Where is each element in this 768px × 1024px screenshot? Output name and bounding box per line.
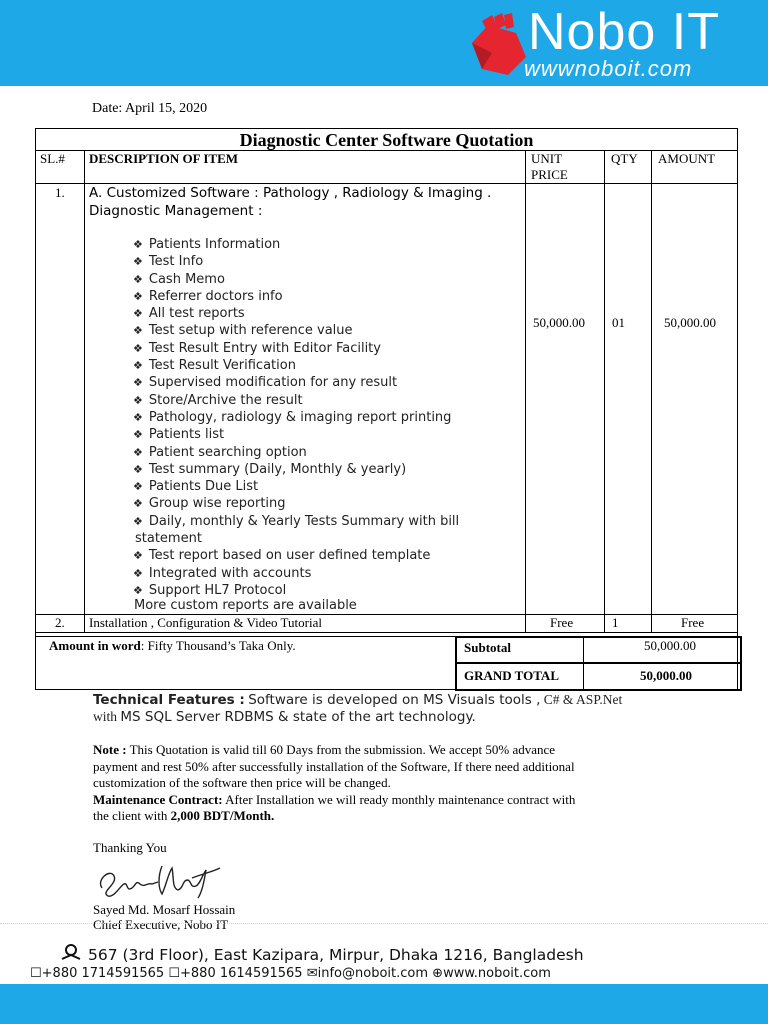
header-unit-price-line2: PRICE (531, 167, 568, 182)
grand-total-value: 50,000.00 (640, 668, 692, 683)
list-item: ❖ Test Info (133, 254, 204, 270)
signature (92, 858, 228, 902)
hand-cursor-icon (468, 13, 530, 77)
list-item: ❖ Supervised modification for any result (133, 375, 398, 391)
list-item: ❖ Cash Memo (133, 271, 225, 287)
header-description: DESCRIPTION OF ITEM (89, 151, 239, 166)
header-qty: QTY (611, 151, 638, 166)
diamond-bullet-icon: ❖ (133, 376, 143, 390)
list-item: ❖ Referrer doctors info (133, 288, 283, 304)
diamond-bullet-icon: ❖ (133, 238, 143, 251)
diamond-bullet-icon: ❖ (133, 549, 143, 563)
more-reports-note: More custom reports are available (134, 598, 357, 613)
footer-bar (0, 984, 768, 1024)
list-item: ❖ Integrated with accounts (133, 565, 312, 581)
diamond-bullet-icon: ❖ (133, 462, 143, 476)
diamond-bullet-icon: ❖ (133, 393, 143, 407)
table-rule (35, 632, 738, 633)
diamond-bullet-icon: ❖ (133, 514, 143, 528)
diamond-bullet-icon: ❖ (133, 428, 143, 442)
item1-amount: 50,000.00 (664, 315, 716, 330)
email-icon: ✉ (306, 966, 318, 981)
list-item: ❖ Patients Due List (133, 479, 259, 495)
item2-amount: Free (681, 615, 705, 630)
brand-url: wwwnoboit.com (524, 56, 693, 81)
list-item: ❖ Group wise reporting (133, 496, 286, 512)
signer-block (93, 902, 235, 932)
list-item: ❖ Pathology, radiology & imaging report printing (133, 409, 452, 425)
table-col-rule (604, 150, 605, 632)
totals-col-rule (583, 636, 584, 691)
item1-title: A. Customized Software : Pathology , Radiology & Imaging . (89, 185, 492, 201)
amount-in-word: Amount in word: Fifty Thousand’s Taka Only. (49, 638, 296, 653)
diamond-bullet-icon: ❖ (133, 272, 143, 286)
diamond-bullet-icon: ❖ (133, 307, 143, 321)
diamond-bullet-icon: ❖ (133, 480, 143, 494)
table-col-rule (84, 150, 85, 632)
technical-features: Technical Features : Software is developed on MS Visuals tools , C# & ASP.Net (93, 692, 623, 708)
closing-text: Thanking You (93, 840, 167, 855)
grand-total-label: GRAND TOTAL (464, 668, 559, 683)
list-item: ❖ Patient searching option (133, 444, 307, 460)
list-item: ❖ Test summary (Daily, Monthly & yearly) (133, 461, 407, 477)
diamond-bullet-icon: ❖ (133, 341, 143, 355)
item2-unit-price: Free (550, 615, 574, 630)
list-item: ❖ Patients Information (133, 237, 281, 252)
diamond-bullet-icon: ❖ (133, 566, 143, 580)
signer-title: Chief Executive, Nobo IT (93, 917, 229, 932)
signature-scribble (92, 858, 228, 902)
subtotal-value: 50,000.00 (644, 638, 696, 653)
list-item-continuation: statement (135, 531, 202, 547)
diamond-bullet-icon: ❖ (133, 583, 143, 597)
table-col-rule (525, 150, 526, 632)
diamond-bullet-icon: ❖ (133, 445, 143, 459)
list-item: ❖ Patients list (133, 427, 225, 443)
item1-subhead: Diagnostic Management : (89, 203, 263, 219)
diamond-bullet-icon: ❖ (133, 289, 143, 303)
diamond-bullet-icon: ❖ (133, 410, 143, 424)
list-item: ❖ Daily, monthly & Yearly Tests Summary with bill (133, 513, 460, 529)
item1-sl: 1. (55, 185, 65, 200)
diamond-bullet-icon: ❖ (133, 255, 143, 269)
feature-list (133, 236, 513, 599)
item2-description: Installation , Configuration & Video Tutorial (89, 615, 322, 630)
validity-note: Note : This Quotation is valid till 60 Days from the submission. We accept 50% advance payment and rest 50% after successfully installation of the Software, If there need additional customization of the software then price will be changed. Maintenance Contract: After Installation we will ready monthly maintenance contract with the client with 2,000 BDT/Month. (93, 742, 576, 823)
diamond-bullet-icon: ❖ (133, 497, 143, 511)
footer-divider (0, 923, 768, 924)
quotation-title: Diagnostic Center Software Quotation (239, 130, 534, 150)
diamond-bullet-icon: ❖ (133, 324, 143, 338)
item1-unit-price: 50,000.00 (533, 315, 585, 330)
list-item: ❖ Test Result Verification (133, 358, 296, 374)
diamond-bullet-icon: ❖ (133, 359, 143, 373)
totals-rule (455, 662, 742, 664)
signer-name: Sayed Md. Mosarf Hossain (93, 902, 236, 917)
brand-name: Nobo IT (528, 3, 720, 61)
list-item: ❖ Support HL7 Protocol (133, 582, 287, 598)
list-item: ❖ Store/Archive the result (133, 392, 303, 408)
item2-qty: 1 (612, 615, 619, 630)
footer-contacts: ☐+880 1714591565 ☐+880 1614591565 ✉info@noboit.com ⊕www.noboit.com (30, 966, 551, 981)
location-pin-icon (60, 944, 82, 964)
list-item: ❖ All test reports (133, 306, 245, 322)
technical-features-line2: with MS SQL Server RDBMS & state of the art technology. (93, 709, 476, 725)
phone-icon: ☐ (30, 966, 42, 981)
list-item: ❖ Test Result Entry with Editor Facility (133, 340, 381, 356)
list-item: ❖ Test setup with reference value (133, 323, 353, 339)
header-sl: SL.# (40, 151, 65, 166)
item2-sl: 2. (55, 615, 65, 630)
subtotal-label: Subtotal (464, 640, 511, 655)
item1-headline (89, 184, 519, 220)
table-col-rule (651, 150, 652, 632)
list-item: ❖ Test report based on user defined template (133, 548, 431, 564)
header-amount: AMOUNT (658, 151, 716, 166)
header-unit-price-line1: UNIT (531, 151, 563, 166)
globe-icon: ⊕ (432, 966, 444, 981)
phone-icon: ☐ (168, 966, 181, 981)
footer-address: 567 (3rd Floor), East Kazipara, Mirpur, Dhaka 1216, Bangladesh (60, 944, 584, 964)
item1-qty: 01 (612, 315, 625, 330)
quote-date: Date: April 15, 2020 (92, 101, 208, 116)
